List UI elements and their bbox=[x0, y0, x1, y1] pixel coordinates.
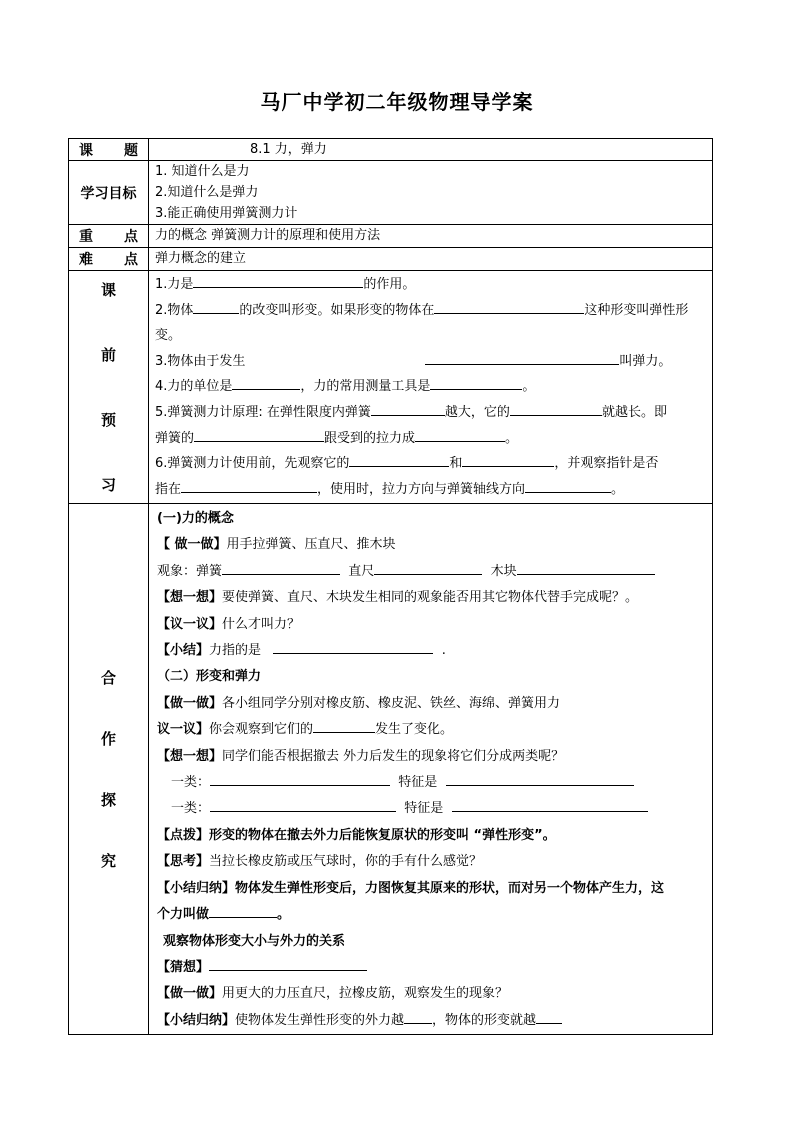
answer-blank[interactable] bbox=[536, 1009, 562, 1024]
q4-text: 4.力的单位是 bbox=[155, 379, 233, 395]
inquiry-label-char: 作 bbox=[100, 730, 116, 749]
q1-text: 1.力是 bbox=[155, 277, 194, 292]
q6-text: ，使用时，拉力方向与弹簧轴线方向 bbox=[317, 481, 526, 497]
answer-blank[interactable] bbox=[425, 350, 619, 365]
q2-text: 2.物体 bbox=[155, 302, 194, 318]
answer-blank[interactable] bbox=[209, 903, 277, 918]
topic-row bbox=[69, 139, 713, 161]
topic-value: 8.1 力，弹力 bbox=[250, 142, 327, 157]
key-row bbox=[69, 225, 713, 248]
key-label-char: 点 bbox=[124, 229, 138, 245]
difficulty-value-cell bbox=[149, 248, 713, 271]
q5-text: 越大，它的 bbox=[444, 404, 510, 420]
summary-2: 【小结归纳】物体发生弹性形变后，力图恢复其原来的形状，而对另一个物体产生力，这 bbox=[157, 880, 665, 896]
answer-blank[interactable] bbox=[313, 718, 375, 733]
preview-q5 bbox=[155, 400, 712, 426]
ponder: 【思考】当拉长橡皮筋或压气球时，你的手有什么感觉？ bbox=[157, 854, 483, 870]
inquiry-label-char: 合 bbox=[100, 669, 116, 688]
discuss-2: 议一议】你会观察到它们的 发生了变化。 bbox=[157, 717, 712, 743]
summary-1: 【小结】力指的是 . bbox=[157, 638, 712, 664]
q1-text: 的作用。 bbox=[363, 277, 416, 292]
answer-blank[interactable] bbox=[232, 375, 300, 390]
answer-blank[interactable] bbox=[434, 299, 584, 314]
answer-blank[interactable] bbox=[430, 375, 522, 390]
think-2: 【想一想】同学们能否根据撤去 外力后发生的现象将它们分成两类呢？ bbox=[157, 748, 565, 764]
answer-blank[interactable] bbox=[210, 797, 396, 812]
answer-blank[interactable] bbox=[415, 427, 505, 442]
difficulty-label bbox=[69, 248, 149, 271]
q5-text: 跟受到的拉力成 bbox=[324, 430, 416, 446]
q5-text: 弹簧的 bbox=[155, 430, 195, 446]
topic-value-cell bbox=[149, 139, 713, 161]
do-2: 【做一做】各小组同学分别对橡皮筋、橡皮泥、铁丝、海绵、弹簧用力 bbox=[157, 695, 561, 711]
answer-blank[interactable] bbox=[525, 478, 611, 493]
answer-blank[interactable] bbox=[517, 560, 655, 575]
q3-text: 叫弹力。 bbox=[619, 353, 672, 369]
q6-text: 和 bbox=[449, 456, 463, 472]
section-1-title: (一)力的概念 bbox=[157, 511, 234, 526]
answer-blank[interactable] bbox=[210, 771, 390, 786]
preview-label-char: 课 bbox=[100, 281, 116, 299]
goals-row bbox=[69, 161, 713, 225]
answer-blank[interactable] bbox=[446, 771, 634, 786]
section-2-title: （二）形变和弹力 bbox=[157, 669, 262, 685]
difficulty-label-char: 点 bbox=[124, 252, 138, 268]
preview-label-char: 习 bbox=[100, 476, 116, 494]
q5-text: 。 bbox=[505, 430, 519, 446]
q6-text: ，并观察指针是否 bbox=[554, 456, 659, 472]
preview-q2 bbox=[155, 298, 712, 349]
answer-blank[interactable] bbox=[193, 299, 239, 314]
tip: 【点拨】形变的物体在撤去外力后能恢复原状的形变叫 “弹性形变”。 bbox=[157, 827, 556, 843]
preview-q5-cont bbox=[155, 426, 712, 452]
q2-text: 的改变叫形变。如果形变的物体在 bbox=[239, 302, 435, 318]
inquiry-label-char: 究 bbox=[100, 852, 116, 871]
topic-label bbox=[69, 139, 149, 161]
q6-text: 6.弹簧测力计使用前，先观察它的 bbox=[155, 456, 350, 472]
inquiry-row bbox=[69, 504, 713, 1035]
q5-text: 就越长。即 bbox=[601, 404, 667, 420]
key-label-char: 重 bbox=[79, 229, 93, 245]
summary-2-cont: 个力叫做 。 bbox=[157, 902, 712, 928]
goals-list bbox=[149, 161, 713, 225]
answer-blank[interactable] bbox=[193, 273, 363, 288]
answer-blank[interactable] bbox=[349, 452, 449, 467]
preview-q6-cont bbox=[155, 477, 712, 503]
q6-text: 。 bbox=[611, 481, 625, 497]
answer-blank[interactable] bbox=[181, 478, 317, 493]
topic-label-char: 题 bbox=[124, 142, 138, 159]
preview-label-char: 前 bbox=[100, 346, 116, 364]
preview-label bbox=[69, 271, 149, 504]
goal-item: 2.知道什么是弹力 bbox=[155, 185, 259, 200]
q3-text: 3.物体由于发生 bbox=[155, 353, 246, 369]
q4-text: 。 bbox=[522, 379, 536, 395]
preview-q3 bbox=[155, 349, 712, 375]
summary-3: 【小结归纳】使物体发生弹性形变的外力越 ，物体的形变就越 bbox=[157, 1008, 712, 1034]
class-a: 一类： 特征是 bbox=[157, 770, 712, 796]
preview-content bbox=[149, 271, 713, 504]
answer-blank[interactable] bbox=[510, 401, 602, 416]
page-title: 马厂中学初二年级物理导学案 bbox=[260, 90, 534, 114]
study-guide-table bbox=[68, 138, 713, 1035]
class-b: 一类： 特征是 bbox=[157, 796, 712, 822]
answer-blank[interactable] bbox=[209, 956, 367, 971]
answer-blank[interactable] bbox=[462, 452, 554, 467]
inquiry-label-char: 探 bbox=[100, 791, 116, 810]
answer-blank[interactable] bbox=[194, 427, 324, 442]
do-1: 【 做一做】用手拉弹簧、压直尺、推木块 bbox=[157, 537, 396, 553]
inquiry-label bbox=[69, 504, 149, 1035]
answer-blank[interactable] bbox=[404, 1009, 432, 1024]
discuss-1: 【议一议】什么才叫力？ bbox=[157, 616, 301, 632]
key-value-cell bbox=[149, 225, 713, 248]
answer-blank[interactable] bbox=[371, 401, 445, 416]
preview-q4 bbox=[155, 374, 712, 400]
key-label bbox=[69, 225, 149, 248]
answer-blank[interactable] bbox=[273, 639, 433, 654]
difficulty-value: 弹力概念的建立 bbox=[155, 251, 247, 266]
q2-text: 这种形变叫弹性形变。 bbox=[155, 302, 689, 344]
difficulty-row bbox=[69, 248, 713, 271]
q6-text: 指在 bbox=[155, 481, 182, 497]
observe-line: 观象：弹簧 直尺 木块 bbox=[157, 559, 712, 585]
answer-blank[interactable] bbox=[452, 797, 648, 812]
goals-label: 学习目标 bbox=[69, 161, 149, 225]
do-3: 【做一做】用更大的力压直尺，拉橡皮筋，观察发生的现象？ bbox=[157, 986, 509, 1002]
preview-q1 bbox=[155, 272, 712, 298]
key-value: 力的概念 弹簧测力计的原理和使用方法 bbox=[155, 228, 381, 243]
inquiry-content bbox=[149, 504, 713, 1035]
q4-text: ，力的常用测量工具是 bbox=[300, 379, 431, 395]
q5-text: 5.弹簧测力计原理: 在弹性限度内弹簧 bbox=[155, 404, 371, 420]
difficulty-label-char: 难 bbox=[79, 252, 93, 268]
preview-label-char: 预 bbox=[100, 411, 116, 429]
preview-q6 bbox=[155, 451, 712, 477]
preview-row bbox=[69, 271, 713, 504]
section-3-title: 观察物体形变大小与外力的关系 bbox=[163, 933, 346, 949]
goal-item: 3.能正确使用弹簧测力计 bbox=[155, 206, 298, 221]
guess: 【猜想】 bbox=[157, 955, 712, 981]
topic-label-char: 课 bbox=[79, 142, 93, 159]
answer-blank[interactable] bbox=[222, 560, 340, 575]
think-1: 【想一想】要使弹簧、直尺、木块发生相同的观象能否用其它物体代替手完成呢？。 bbox=[157, 590, 639, 606]
answer-blank[interactable] bbox=[374, 560, 482, 575]
goal-item: 1. 知道什么是力 bbox=[155, 164, 250, 179]
